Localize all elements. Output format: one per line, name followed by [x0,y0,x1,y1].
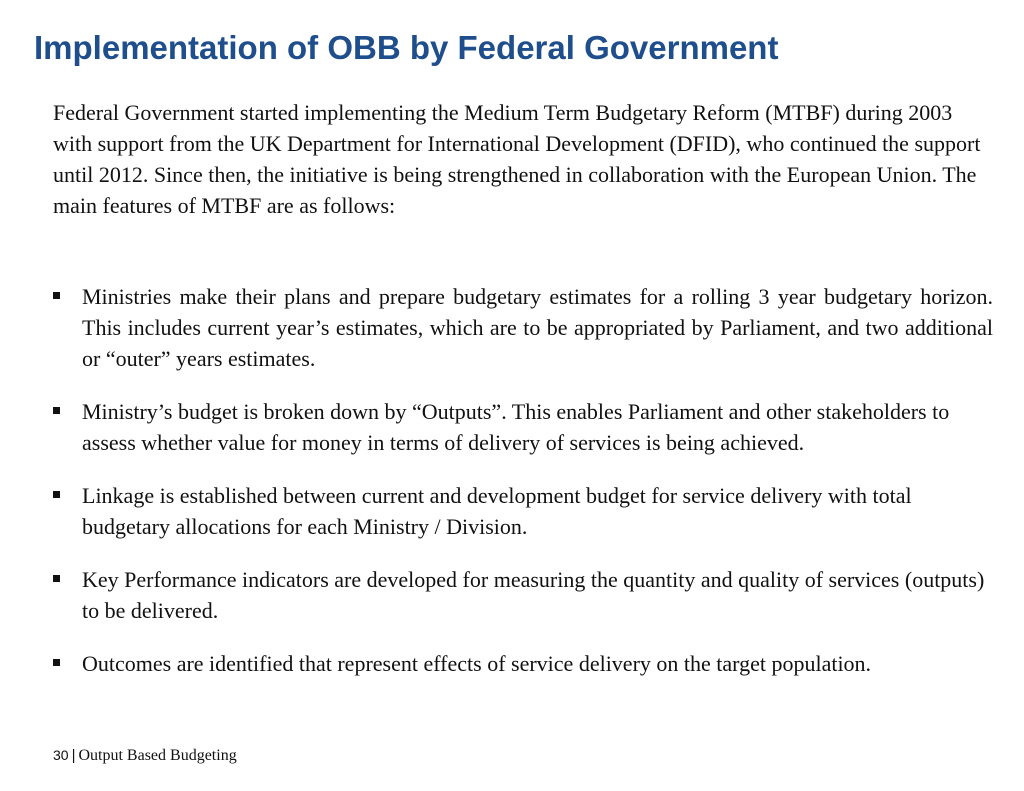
list-item [53,396,993,458]
intro-paragraph: Federal Government started implementing the Medium Term Budgetary Reform (MTBF) during 2003 with support from the UK Department for International Development (DFID), who continued the support until 2012. Since then, the initiative is being strengthened in collaboration with the European Union. The main features of MTBF are as follows: [53,100,981,218]
list-item [53,648,993,679]
feature-list [53,281,993,701]
list-item [53,480,993,542]
list-item [53,564,993,626]
list-item-text: Key Performance indicators are developed for measuring the quantity and quality of services (outputs) to be delivered. [82,567,985,623]
slide-title: Implementation of OBB by Federal Government [34,29,779,66]
square-bullet-icon [53,407,60,414]
page-number: 30 [53,747,69,763]
footer-separator: | [71,747,76,764]
square-bullet-icon [53,292,60,299]
list-item-text: Linkage is established between current and development budget for service delivery with total budgetary allocations for each Ministry / Division. [82,483,912,539]
square-bullet-icon [53,659,60,666]
square-bullet-icon [53,575,60,582]
footer-label: Output Based Budgeting [78,747,237,764]
slide-footer [53,745,237,766]
list-item [53,281,993,374]
list-item-text: Ministries make their plans and prepare budgetary estimates for a rolling 3 year budgetary horizon. This includes current year’s estimates, which are to be appropriated by Parliament, and two additional or “outer” years estimates. [82,284,993,371]
list-item-text: Outcomes are identified that represent effects of service delivery on the target population. [82,651,872,676]
square-bullet-icon [53,491,60,498]
list-item-text: Ministry’s budget is broken down by “Outputs”. This enables Parliament and other stakeholders to assess whether value for money in terms of delivery of services is being achieved. [82,399,950,455]
